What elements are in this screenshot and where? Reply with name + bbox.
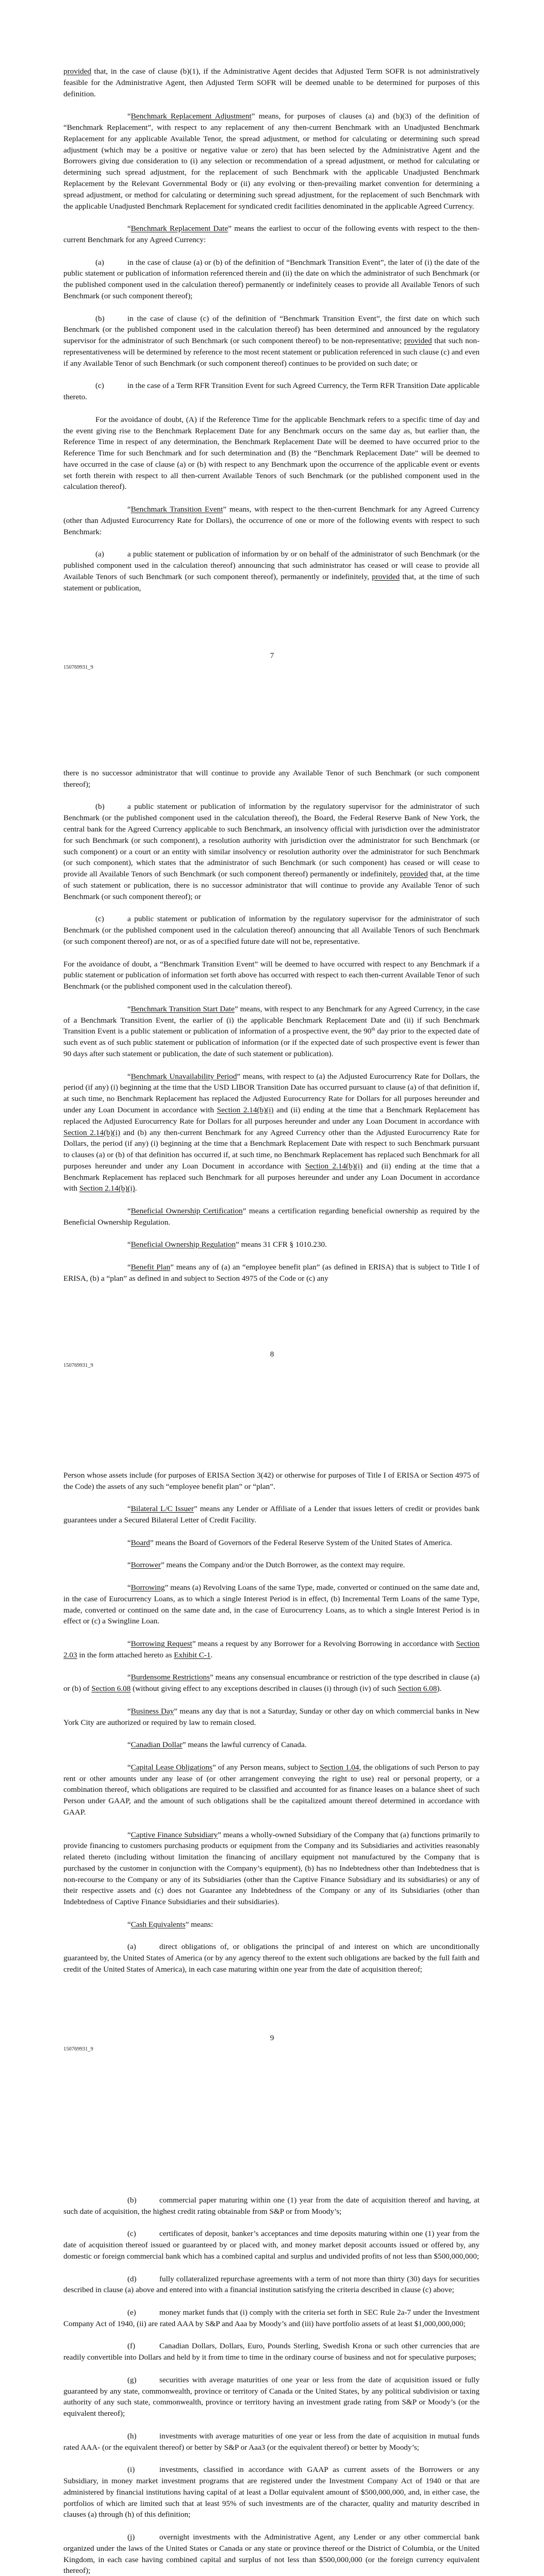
clause-label: (h) — [127, 2431, 137, 2441]
text-run: “ — [127, 224, 131, 233]
text-run: “ — [127, 1538, 131, 1547]
clause-label: (j) — [127, 2532, 135, 2541]
text-run: “ — [127, 1920, 131, 1929]
body-paragraph — [63, 414, 480, 493]
cross-reference: Section 6.08 — [398, 1684, 437, 1693]
clause-paragraph — [63, 2228, 480, 2262]
clause-paragraph — [63, 549, 480, 594]
definition-paragraph — [63, 504, 480, 537]
text-run: in the case of clause (a) or (b) of the definition of “Benchmark Transition Event”, the later of (i) the date of the public statement or publication of information referenced therein and (ii) the date on which the administrator of such Benchmark (or the published component used in the calculation thereof) permanently or indefinitely ceases to provide all Available Tenors of such Benchmark (or such component thereof); — [63, 258, 480, 300]
cross-reference: Section 6.08 — [91, 1684, 131, 1693]
defined-term: Borrowing Request — [130, 1639, 192, 1648]
text-run: ” means the lawful currency of Canada. — [182, 1740, 307, 1750]
text-run: ” means the Board of Governors of the Federal Reserve System of the United States of America. — [150, 1538, 452, 1547]
cross-reference: Section 2.14(b)(i) — [79, 1184, 135, 1193]
text-run: in the case of clause (c) of the definition of “Benchmark Transition Event”, the first date on which such Benchmark (or the published component used in the calculation thereof) has been determined and announced by the regulatory supervisor for the administrator of such Benchmark (or such component thereof) to be non-representative; — [63, 314, 480, 346]
clause-paragraph — [63, 313, 480, 369]
text-run: ” means: — [185, 1920, 213, 1929]
text-run: securities with average maturities of one year or less from the date of acquisition issued or fully guaranteed by any state, commonwealth, province or territory of Canada or the United States, by any political subdivision or taxing authority of any such state, commonwealth, province or territory having an investment grade rating from S&P or Moody’s (or the equivalent thereof); — [63, 2375, 480, 2418]
text-run: ” means any consensual encumbrance or restriction of the type described in clause (a) or (b) of — [63, 1673, 480, 1693]
definition-paragraph — [63, 1071, 480, 1195]
text-run: a public statement or publication of information by or on behalf of the administrator of such Benchmark (or the published component used in the calculation thereof) announcing that such administrator has ceased or will cease to provide all Available Tenors of such Benchmark (or such component thereof), permanently or indefinitely, — [63, 550, 480, 581]
text-run: ” means, with respect to the then-current Benchmark for any Agreed Currency (other than Adjusted Eurocurrency Rate for Dollars), the occurrence of one or more of the following events with respect to such Benchmark: — [63, 505, 480, 536]
definition-paragraph — [63, 1582, 480, 1627]
text-run: “ — [127, 1639, 131, 1648]
definition-paragraph — [63, 1739, 480, 1751]
text-run: . — [135, 1184, 137, 1193]
text-run: ” means a wholly-owned Subsidiary of the Company that (a) functions primarily to provide financing to customers purchasing products or equipment from the Company and its Subsidiaries and activities reasonably related thereto (including without limitation the financing of ancillary equipment not manufactured by the Company that is purchased by the customer in conjunction with the Company’s equipment), (b) has no Indebtedness other than Indebtedness that is non-recourse to the Company or any of its Subsidiaries (other than the Captive Finance Subsidiary and its subsidiaries) or any of their respective assets and (c) does not Guarantee any Indebtedness of the Company or any of its Subsidiaries (other than Indebtedness of Captive Finance Subsidiaries and their subsidiaries). — [63, 1830, 480, 1907]
definition-paragraph — [63, 1829, 480, 1908]
text-run: (without giving effect to any exceptions described in clauses (i) through (iv) of such — [130, 1684, 398, 1693]
text-run: in the form attached hereto as — [77, 1650, 174, 1659]
defined-term: Benchmark Transition Start Date — [130, 1004, 235, 1013]
text-run: ” means, for purposes of clauses (a) and (b)(3) of the definition of “Benchmark Replacement”, with respect to any replacement of any then-current Benchmark with an Unadjusted Benchmark Replacement for any applicable Available Tenor, the spread adjustment, or method for calculating or determining such spread adjustment (which may be a positive or negative value or zero) that has been selected by the Administrative Agent and the Borrowers giving due consideration to (i) any selection or recommendation of a spread adjustment, or method for calculating or determining such spread adjustment, for the replacement of such Benchmark with the applicable Unadjusted Benchmark Replacement by the Relevant Governmental Body or (ii) any evolving or then-prevailing market convention for determining a spread adjustment, or method for calculating or determining such spread adjustment, for the replacement of such Benchmark with the applicable Unadjusted Benchmark Replacement for syndicated credit facilities denominated in the applicable Agreed Currency. — [63, 112, 480, 211]
text-run: in the case of a Term RFR Transition Event for such Agreed Currency, the Term RFR Transition Date applicable thereto. — [63, 381, 480, 402]
definition-paragraph — [63, 1638, 480, 1661]
definition-paragraph — [63, 223, 480, 246]
text-run: “ — [127, 112, 131, 121]
clause-label: (f) — [127, 2342, 136, 2351]
text-run: For the avoidance of doubt, (A) if the Reference Time for the applicable Benchmark refers to a specific time of day and the event giving rise to the Benchmark Replacement Date for any Benchmark occurs on the same day as, but earlier than, the Reference Time in respect of any determination, the Benchmark Replacement Date will be deemed to have occurred prior to the Reference Time for such Benchmark and for such determination and (B) the “Benchmark Replacement Date” will be deemed to have occurred in the case of clause (a) or (b) with respect to any Benchmark upon the occurrence of the applicable event or events set forth therein with respect to all then-current Available Tenors of such Benchmark (or the published component used in the calculation thereof). — [63, 415, 480, 492]
defined-term: Beneficial Ownership Regulation — [130, 1240, 236, 1249]
text-run: ” means 31 CFR § 1010.230. — [236, 1240, 327, 1249]
clause-label: (a) — [95, 258, 104, 267]
text-run: and (b) any then-current Benchmark for any Agreed Currency other than the Adjusted Eurocurrency Rate for Dollars, the period (if any) (i) beginning at the time that a Benchmark Replacement Date with respect to such Benchmark pursuant to clauses (a) or (b) of that definition has occurred if, at such time, no Benchmark Replacement has replaced such Benchmark for all purposes hereunder and under any Loan Document in accordance with — [63, 1128, 480, 1171]
definition-paragraph — [63, 1206, 480, 1228]
text-run: “ — [127, 1583, 131, 1592]
body-paragraph — [63, 768, 480, 790]
clause-paragraph — [63, 2532, 480, 2576]
text-run: investments with average maturities of one year or less from the date of acquisition in mutual funds rated AAA- (or the equivalent thereof) or better by S&P or Aaa3 (or the equivalent thereof) or better by Moody’s; — [63, 2431, 480, 2452]
text-run: ” means (a) Revolving Loans of the same Type, made, converted or continued on the same date and, in the case of Eurocurrency Loans, as to which a single Interest Period is in effect, (b) Incremental Term Loans of the same Type, made, converted or continued on the same date and, in the case of Eurocurrency Loans, as to which a single Interest Period is in effect or (c) a Swingline Loan. — [63, 1583, 480, 1626]
text-run: ” means any of (a) an “employee benefit plan” (as defined in ERISA) that is subject to Title I of ERISA, (b) a “plan” as defined in and subject to Section 4975 of the Code or (c) any — [63, 1263, 480, 1283]
clause-label: (b) — [127, 2196, 137, 2205]
definition-paragraph — [63, 1672, 480, 1694]
text-run: and (ii) ending at the time that a Benchmark Replacement has replaced such Benchmark for all purposes hereunder and under any Loan Document in accordance with — [63, 1161, 480, 1193]
page-10 — [0, 2081, 544, 2576]
clause-paragraph — [63, 2307, 480, 2330]
clause-paragraph — [63, 2375, 480, 2419]
text-run: “ — [127, 1830, 131, 1839]
defined-term: Beneficial Ownership Certification — [130, 1207, 243, 1216]
defined-term: Benchmark Replacement Adjustment — [130, 112, 252, 121]
text-run: ” means any Lender or Affiliate of a Lender that issues letters of credit or provides bank guarantees under a Secured Bilateral Letter of Credit Facility. — [63, 1504, 480, 1525]
clause-paragraph — [63, 913, 480, 947]
text-run: ” means any day that is not a Saturday, Sunday or other day on which commercial banks in New York City are authorized or required by law to remain closed. — [63, 1706, 480, 1727]
text-run: ” means, with respect to any Benchmark for any Agreed Currency, in the case of a Benchmark Transition Event, the earlier of (i) the applicable Benchmark Replacement Date and (ii) if such Benchmark Transition Event is a public statement or publication of information of a prospective event, the 90 — [63, 1004, 480, 1036]
body-paragraph — [63, 959, 480, 992]
text-run: there is no successor administrator that will continue to provide any Available Tenor of such Benchmark (or such component thereof); — [63, 769, 480, 789]
clause-paragraph — [63, 2341, 480, 2363]
text-run: day prior to the expected date of such event as of such public statement or publication of information (or if the expected date of such prospective event is fewer than 90 days after such statement or publication, the date of such statement or publication). — [63, 1027, 480, 1058]
text-run: “ — [127, 505, 131, 514]
text-run: . — [210, 1650, 213, 1659]
ordinal-suffix: th — [371, 1026, 375, 1032]
text-run: “ — [127, 1740, 131, 1750]
defined-term: Benefit Plan — [130, 1263, 171, 1272]
defined-term: Board — [130, 1538, 150, 1547]
defined-term: Benchmark Unavailability Period — [130, 1072, 237, 1081]
text-run: “ — [127, 1240, 131, 1249]
definition-paragraph — [63, 1919, 480, 1930]
text-run: that, in the case of clause (b)(1), if the Administrative Agent decides that Adjusted Term SOFR is not administratively feasible for the Administrative Agent, then Adjusted Term SOFR will be deemed unable to be determined for purposes of this definition. — [63, 67, 480, 98]
text-run: Person whose assets include (for purposes of ERISA Section 3(42) or otherwise for purposes of Title I of ERISA or Section 4975 of the Code) the assets of any such “employee benefit plan” or “plan”. — [63, 1471, 480, 1491]
definition-paragraph — [63, 1262, 480, 1284]
text-run: commercial paper maturing within one (1) year from the date of acquisition thereof and having, at such date of acquisition, the highest credit rating obtainable from S&P or from Moody’s; — [63, 2196, 480, 2216]
page-8 — [0, 680, 544, 1378]
definition-paragraph — [63, 111, 480, 212]
definition-paragraph — [63, 1560, 480, 1571]
clause-label: (c) — [95, 381, 104, 391]
text-run: , the obligations of such Person to pay rent or other amounts under any lease of (or other arrangement conveying the right to use) real or personal property, or a combination thereof, which obligations are required to be classified and accounted for as finance leases on a balance sheet of such Person under GAAP, and the amount of such obligations shall be the capitalized amount thereof determined in accordance with GAAP. — [63, 1762, 480, 1817]
clause-label: (c) — [127, 2229, 136, 2239]
page-number: 9 — [270, 2033, 274, 2042]
document-id: 150769931_9 — [63, 1363, 93, 1368]
cross-reference: Section 2.14(b)(i) — [63, 1128, 120, 1137]
text-run: that, at the time of such statement or publication, there is no successor administrator that will continue to provide any Available Tenor of such Benchmark (or such component thereof); or — [63, 870, 480, 901]
text-run: direct obligations of, or obligations the principal of and interest on which are unconditionally guaranteed by, the United States of America (or by any agency thereof to the extent such obligations are backed by the full faith and credit of the United States of America), in each case maturing within one year from the date of acquisition thereof; — [63, 1942, 480, 1974]
clause-paragraph — [63, 2431, 480, 2453]
cross-reference: Section 2.14(b)(i) — [217, 1105, 274, 1114]
body-paragraph — [63, 1470, 480, 1493]
cross-reference: Section 2.03 — [63, 1639, 480, 1659]
clause-paragraph — [63, 2195, 480, 2217]
text-run: fully collateralized repurchase agreements with a term of not more than thirty (30) days for securities described in clause (a) above and entered into with a financial institution satisfying the criteria described in clause (c) above; — [63, 2274, 480, 2295]
clause-paragraph — [63, 257, 480, 302]
body-paragraph — [63, 66, 480, 99]
text-run: investments, classified in accordance with GAAP as current assets of the Borrowers or any Subsidiary, in money market investment programs that are registered under the Investment Company Act of 1940 or that are administered by financial institutions having capital of at least a Dollar equivalent amount of $500,000,000, and, in either case, the portfolios of which are limited such that at least 95% of such investments are of the character, quality and maturity described in clauses (a) through (h) of this definition; — [63, 2465, 480, 2519]
defined-term: Borrowing — [130, 1583, 165, 1592]
clause-label: (d) — [127, 2274, 137, 2283]
clause-label: (g) — [127, 2375, 137, 2384]
page-7 — [0, 0, 544, 680]
clause-label: (b) — [95, 314, 105, 323]
clause-label: (a) — [95, 550, 104, 559]
text-run: “ — [127, 1561, 131, 1570]
text-run: that, at the time of such statement or publication, — [63, 572, 480, 592]
cross-reference: Section 1.04 — [320, 1762, 359, 1772]
text-run: “ — [127, 1263, 131, 1272]
defined-term: Business Day — [130, 1706, 174, 1716]
text-run: ” means a request by any Borrower for a Revolving Borrowing in accordance with — [192, 1639, 456, 1648]
text-run: For the avoidance of doubt, a “Benchmark Transition Event” will be deemed to have occurred with respect to any Benchmark if a public statement or publication of information set forth above has occurred with respect to each then-current Available Tenor of such Benchmark (or the published component used in the calculation thereof). — [63, 959, 480, 991]
clause-paragraph — [63, 2464, 480, 2520]
text-run: that such non-representativeness will be determined by reference to the most recent statement or publication referenced in such clause (c) and even if any Available Tenor of such Benchmark (or such component thereof) continues to be provided on such date; or — [63, 336, 480, 368]
defined-term: Benchmark Replacement Date — [130, 224, 228, 233]
text-run: overnight investments with the Administrative Agent, any Lender or any other commercial bank organized under the laws of the United States or Canada or any state or province thereof or the District of Columbia, or the United Kingdom, in each case having combined capital and surplus of not less than $500,000,000 (or the foreign currency equivalent thereof); — [63, 2532, 480, 2575]
text-run: ” means the earliest to occur of the following events with respect to the then-current Benchmark for any Agreed Currency: — [63, 224, 480, 244]
clause-label: (e) — [127, 2308, 136, 2317]
defined-term: Benchmark Transition Event — [130, 505, 223, 514]
text-run: “ — [127, 1504, 131, 1514]
clause-label: (i) — [127, 2465, 135, 2475]
clause-paragraph — [63, 801, 480, 902]
text-run: “ — [127, 1072, 131, 1081]
defined-term: Bilateral L/C Issuer — [130, 1504, 194, 1514]
text-run: “ — [127, 1762, 131, 1772]
proviso-term: provided — [400, 870, 428, 879]
clause-paragraph — [63, 1941, 480, 1975]
clause-label: (a) — [127, 1942, 136, 1952]
page-number: 8 — [270, 1350, 274, 1359]
defined-term: Captive Finance Subsidiary — [130, 1830, 218, 1839]
defined-term: Burdensome Restrictions — [130, 1673, 210, 1682]
definition-paragraph — [63, 1537, 480, 1549]
text-run: a public statement or publication of information by the regulatory supervisor for the administrator of such Benchmark (or the published component used in the calculation thereof), the Board, the Federal Reserve Bank of New York, the central bank for the Agreed Currency applicable to such Benchmark, an insolvency official with jurisdiction over the administrator for such Benchmark (or such component), a resolution authority with jurisdiction over the administrator for such Benchmark (or such component) or a court or an entity with similar insolvency or resolution authority over the administrator for such Benchmark (or such component), which states that the administrator of such Benchmark (or such component) has ceased or will cease to provide all Available Tenors of such Benchmark (or such component thereof) permanently or indefinitely, — [63, 802, 480, 879]
defined-term: Cash Equivalents — [130, 1920, 186, 1929]
text-run: and (ii) ending at the time that a Benchmark Replacement has replaced the Adjusted Eurocurrency Rate for Dollars for all purposes hereunder and under any Loan Document in accordance with — [63, 1105, 480, 1126]
text-run: money market funds that (i) comply with the criteria set forth in SEC Rule 2a-7 under the Investment Company Act of 1940, (ii) are rated AAA by S&P and Aaa by Moody’s and (iii) have portfolio assets of at least $1,000,000,000; — [63, 2308, 480, 2328]
cross-reference: Section 2.14(b)(i) — [305, 1161, 363, 1171]
page-9 — [0, 1378, 544, 2081]
clause-paragraph — [63, 2274, 480, 2296]
text-run: ). — [437, 1684, 442, 1693]
text-run: “ — [127, 1706, 131, 1716]
text-run: Canadian Dollars, Dollars, Euro, Pounds Sterling, Swedish Krona or such other currencies that are readily convertible into Dollars and held by it from time to time in the ordinary course of business and not for speculative purposes; — [63, 2342, 480, 2362]
proviso-term: provided — [63, 67, 91, 76]
text-run: ” means a certification regarding beneficial ownership as required by the Beneficial Ownership Regulation. — [63, 1207, 480, 1227]
clause-paragraph — [63, 380, 480, 403]
text-run: ” of any Person means, subject to — [212, 1762, 320, 1772]
document-id: 150769931_9 — [63, 665, 93, 670]
defined-term: Canadian Dollar — [130, 1740, 183, 1750]
clause-label: (c) — [95, 914, 104, 924]
text-run: “ — [127, 1004, 131, 1013]
definition-paragraph — [63, 1762, 480, 1818]
page-number: 7 — [270, 651, 274, 660]
text-run: “ — [127, 1207, 131, 1216]
definition-paragraph — [63, 1004, 480, 1060]
definition-paragraph — [63, 1503, 480, 1526]
text-run: certificates of deposit, banker’s acceptances and time deposits maturing within one (1) year from the date of acquisition thereof issued or guaranteed by or placed with, and money market deposit accounts issued or offered by, any domestic or foreign commercial bank which has a combined capital and surplus and undivided profits of not less than $500,000,000; — [63, 2229, 480, 2261]
definition-paragraph — [63, 1239, 480, 1250]
document-id: 150769931_9 — [63, 2046, 93, 2052]
text-run: “ — [127, 1673, 131, 1682]
definition-paragraph — [63, 1706, 480, 1728]
defined-term: Capital Lease Obligations — [130, 1762, 212, 1772]
proviso-term: provided — [372, 572, 400, 581]
clause-label: (b) — [95, 802, 105, 811]
cross-reference: Exhibit C-1 — [174, 1650, 211, 1659]
text-run: ” means, with respect to (a) the Adjusted Eurocurrency Rate for Dollars, the period (if any) (i) beginning at the time that the USD LIBOR Transition Date has occurred pursuant to clause (a) of that definition if, at such time, no Benchmark Replacement has replaced the Adjusted Eurocurrency Rate for Dollars for all purposes hereunder and under any Loan Document in accordance with — [63, 1072, 480, 1114]
text-run: a public statement or publication of information by the regulatory supervisor for the administrator of such Benchmark (or the published component used in the calculation thereof) announcing that all Available Tenors of such Benchmark (or such component thereof) are not, or as of a specified future date will not be, representative. — [63, 914, 480, 946]
text-run: ” means the Company and/or the Dutch Borrower, as the context may require. — [160, 1561, 405, 1570]
defined-term: Borrower — [130, 1561, 161, 1570]
proviso-term: provided — [404, 336, 432, 346]
